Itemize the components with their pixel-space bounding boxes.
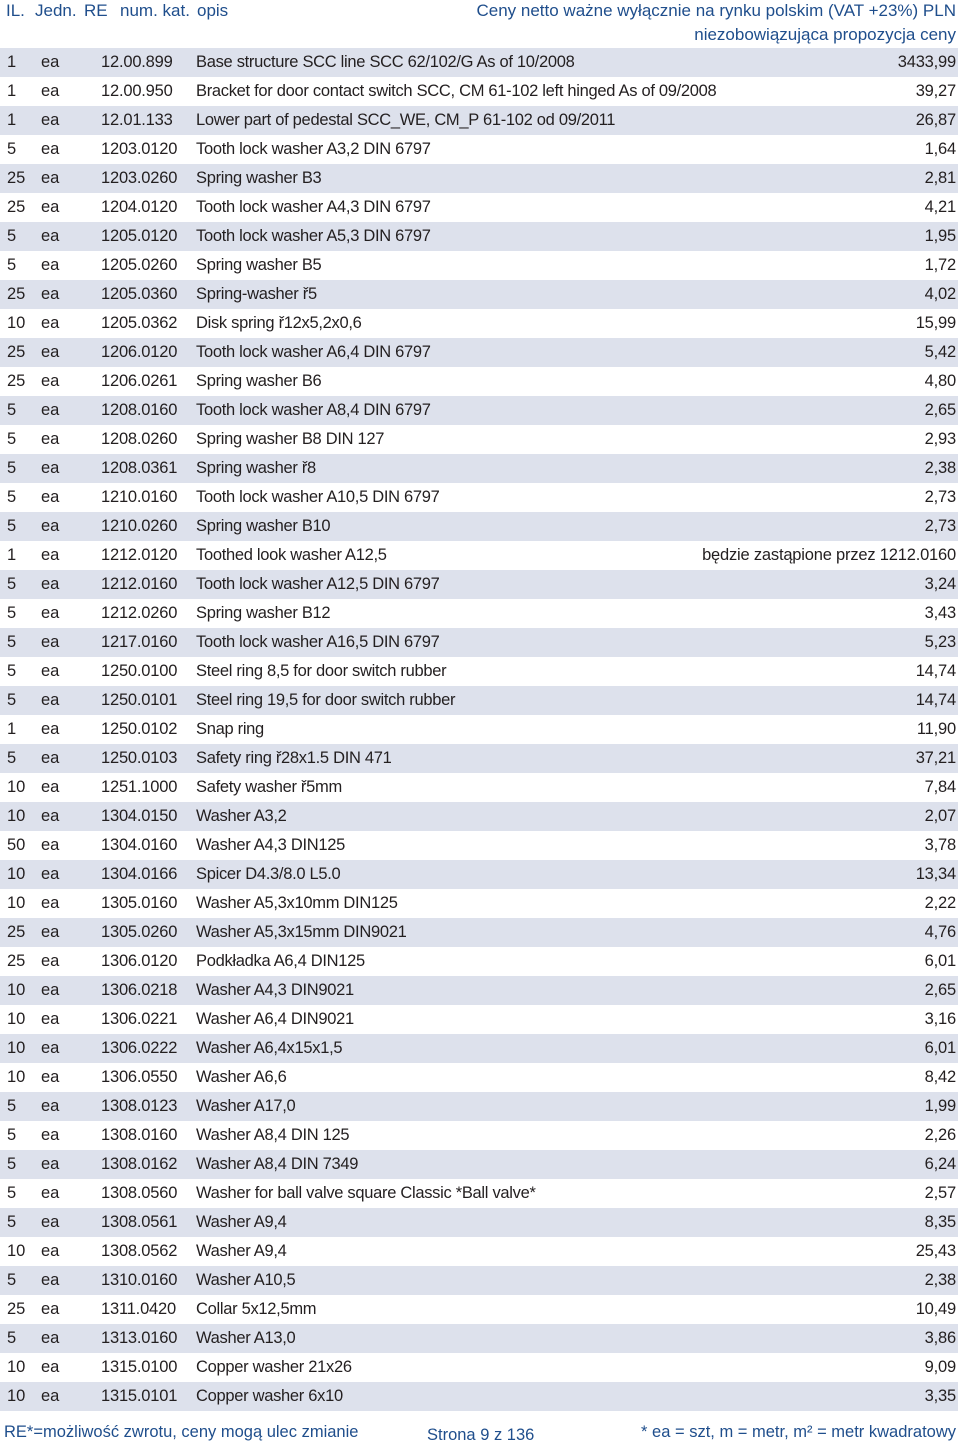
qty-cell: 10: [7, 1387, 26, 1405]
catalog-number-cell: 12.00.950: [101, 82, 173, 100]
description-cell: Washer A6,4x15x1,5: [196, 1039, 343, 1057]
table-row: [0, 947, 958, 976]
price-cell: 3,43: [924, 604, 956, 622]
description-cell: Washer A9,4: [196, 1242, 287, 1260]
footer-note: RE*=możliwość zwrotu, ceny mogą ulec zmianie: [4, 1423, 359, 1441]
catalog-number-cell: 1250.0103: [101, 749, 178, 767]
table-row: [0, 193, 958, 222]
qty-cell: 5: [7, 1155, 17, 1173]
price-cell: 2,81: [924, 169, 956, 187]
table-row: [0, 483, 958, 512]
unit-cell: ea: [41, 401, 60, 419]
col-num-header: num. kat.: [120, 1, 190, 20]
table-row: [0, 860, 958, 889]
description-cell: Steel ring 8,5 for door switch rubber: [196, 662, 447, 680]
price-cell: 2,38: [924, 1271, 956, 1289]
description-cell: Tooth lock washer A8,4 DIN 6797: [196, 401, 431, 419]
unit-cell: ea: [41, 140, 60, 158]
qty-cell: 1: [7, 53, 17, 71]
qty-cell: 1: [7, 111, 17, 129]
col-re-header: RE: [84, 1, 108, 20]
table-row: [0, 686, 958, 715]
description-cell: Washer A5,3x15mm DIN9021: [196, 923, 407, 941]
description-cell: Spring washer B3: [196, 169, 322, 187]
price-note-2: niezobowiązująca propozycja ceny: [694, 25, 956, 44]
qty-cell: 1: [7, 546, 17, 564]
price-cell: 4,02: [924, 285, 956, 303]
catalog-number-cell: 1305.0260: [101, 923, 178, 941]
qty-cell: 10: [7, 314, 26, 332]
description-cell: Spring washer B8 DIN 127: [196, 430, 385, 448]
price-cell: 2,73: [924, 517, 956, 535]
price-cell: 2,65: [924, 401, 956, 419]
unit-cell: ea: [41, 517, 60, 535]
qty-cell: 5: [7, 1126, 17, 1144]
description-cell: Toothed look washer A12,5: [196, 546, 387, 564]
price-cell: 2,57: [924, 1184, 956, 1202]
description-cell: Tooth lock washer A12,5 DIN 6797: [196, 575, 440, 593]
price-cell: 6,24: [924, 1155, 956, 1173]
price-cell: 4,76: [924, 923, 956, 941]
unit-cell: ea: [41, 633, 60, 651]
description-cell: Spring washer B10: [196, 517, 331, 535]
description-cell: Spicer D4.3/8.0 L5.0: [196, 865, 341, 883]
price-cell: 5,42: [924, 343, 956, 361]
catalog-number-cell: 1306.0221: [101, 1010, 178, 1028]
table-row: [0, 454, 958, 483]
catalog-number-cell: 1212.0120: [101, 546, 178, 564]
qty-cell: 10: [7, 865, 26, 883]
unit-cell: ea: [41, 807, 60, 825]
table-row: [0, 77, 958, 106]
catalog-number-cell: 1205.0362: [101, 314, 178, 332]
qty-cell: 25: [7, 285, 26, 303]
price-cell: 3,35: [924, 1387, 956, 1405]
unit-cell: ea: [41, 459, 60, 477]
catalog-number-cell: 12.00.899: [101, 53, 173, 71]
unit-cell: ea: [41, 285, 60, 303]
qty-cell: 5: [7, 662, 17, 680]
qty-cell: 5: [7, 1329, 17, 1347]
description-cell: Washer A3,2: [196, 807, 287, 825]
catalog-number-cell: 1313.0160: [101, 1329, 178, 1347]
price-cell: 8,35: [924, 1213, 956, 1231]
header-columns: [6, 1, 956, 23]
qty-cell: 5: [7, 1271, 17, 1289]
table-row: [0, 1150, 958, 1179]
price-cell: 3433,99: [897, 53, 956, 71]
table-row: [0, 744, 958, 773]
description-cell: Spring washer ř8: [196, 459, 316, 477]
unit-cell: ea: [41, 923, 60, 941]
unit-cell: ea: [41, 981, 60, 999]
catalog-number-cell: 1250.0100: [101, 662, 178, 680]
table-row: [0, 1353, 958, 1382]
unit-cell: ea: [41, 1329, 60, 1347]
catalog-number-cell: 1308.0561: [101, 1213, 178, 1231]
description-cell: Tooth lock washer A3,2 DIN 6797: [196, 140, 431, 158]
catalog-number-cell: 1306.0120: [101, 952, 178, 970]
unit-legend: * ea = szt, m = metr, m² = metr kwadratowy: [641, 1423, 956, 1441]
unit-cell: ea: [41, 1039, 60, 1057]
unit-cell: ea: [41, 865, 60, 883]
table-row: [0, 541, 958, 570]
price-cell: 15,99: [915, 314, 956, 332]
description-cell: Copper washer 6x10: [196, 1387, 343, 1405]
catalog-number-cell: 1203.0120: [101, 140, 178, 158]
price-cell: 2,93: [924, 430, 956, 448]
price-cell: 1,64: [924, 140, 956, 158]
unit-cell: ea: [41, 227, 60, 245]
unit-cell: ea: [41, 1242, 60, 1260]
price-cell: 2,22: [924, 894, 956, 912]
catalog-number-cell: 1306.0218: [101, 981, 178, 999]
catalog-number-cell: 1210.0160: [101, 488, 178, 506]
qty-cell: 5: [7, 488, 17, 506]
catalog-number-cell: 1306.0222: [101, 1039, 178, 1057]
qty-cell: 10: [7, 1358, 26, 1376]
unit-cell: ea: [41, 1097, 60, 1115]
price-cell: 6,01: [924, 952, 956, 970]
price-cell: 2,07: [924, 807, 956, 825]
catalog-number-cell: 1315.0101: [101, 1387, 178, 1405]
qty-cell: 5: [7, 633, 17, 651]
description-cell: Base structure SCC line SCC 62/102/G As of 10/2008: [196, 53, 575, 71]
unit-cell: ea: [41, 488, 60, 506]
catalog-number-cell: 12.01.133: [101, 111, 173, 129]
unit-cell: ea: [41, 343, 60, 361]
unit-cell: ea: [41, 256, 60, 274]
qty-cell: 10: [7, 981, 26, 999]
catalog-number-cell: 1205.0360: [101, 285, 178, 303]
description-cell: Tooth lock washer A4,3 DIN 6797: [196, 198, 431, 216]
qty-cell: 5: [7, 459, 17, 477]
table-row: [0, 1324, 958, 1353]
description-cell: Washer A5,3x10mm DIN125: [196, 894, 398, 912]
qty-cell: 25: [7, 343, 26, 361]
unit-cell: ea: [41, 1126, 60, 1144]
description-cell: Washer A6,6: [196, 1068, 287, 1086]
price-cell: 2,26: [924, 1126, 956, 1144]
unit-cell: ea: [41, 53, 60, 71]
description-cell: Snap ring: [196, 720, 264, 738]
table-row: [0, 715, 958, 744]
table-row: [0, 512, 958, 541]
table-row: [0, 1034, 958, 1063]
catalog-number-cell: 1205.0260: [101, 256, 178, 274]
qty-cell: 5: [7, 227, 17, 245]
price-cell: 7,84: [924, 778, 956, 796]
table-row: [0, 1295, 958, 1324]
table-row: [0, 425, 958, 454]
page-footer: [0, 1420, 960, 1447]
price-cell: 1,99: [924, 1097, 956, 1115]
catalog-number-cell: 1305.0160: [101, 894, 178, 912]
price-cell: 3,78: [924, 836, 956, 854]
qty-cell: 5: [7, 401, 17, 419]
qty-cell: 25: [7, 198, 26, 216]
table-row: [0, 570, 958, 599]
description-cell: Washer A4,3 DIN9021: [196, 981, 354, 999]
price-table: [0, 48, 960, 1411]
qty-cell: 25: [7, 923, 26, 941]
unit-cell: ea: [41, 1387, 60, 1405]
catalog-number-cell: 1315.0100: [101, 1358, 178, 1376]
table-row: [0, 889, 958, 918]
description-cell: Washer A9,4: [196, 1213, 287, 1231]
qty-cell: 1: [7, 720, 17, 738]
unit-cell: ea: [41, 662, 60, 680]
col-qty-header: IL.: [6, 1, 25, 20]
qty-cell: 5: [7, 575, 17, 593]
table-row: [0, 976, 958, 1005]
price-cell: 5,23: [924, 633, 956, 651]
table-row: [0, 309, 958, 338]
table-row: [0, 1005, 958, 1034]
price-cell: 2,38: [924, 459, 956, 477]
catalog-number-cell: 1304.0166: [101, 865, 178, 883]
description-cell: Tooth lock washer A5,3 DIN 6797: [196, 227, 431, 245]
qty-cell: 10: [7, 807, 26, 825]
description-cell: Podkładka A6,4 DIN125: [196, 952, 365, 970]
price-cell: 14,74: [915, 691, 956, 709]
catalog-number-cell: 1204.0120: [101, 198, 178, 216]
price-cell: będzie zastąpione przez 1212.0160: [702, 546, 956, 564]
unit-cell: ea: [41, 1010, 60, 1028]
table-row: [0, 1063, 958, 1092]
catalog-number-cell: 1308.0562: [101, 1242, 178, 1260]
unit-cell: ea: [41, 430, 60, 448]
price-cell: 37,21: [915, 749, 956, 767]
qty-cell: 5: [7, 430, 17, 448]
qty-cell: 10: [7, 1010, 26, 1028]
description-cell: Washer A4,3 DIN125: [196, 836, 345, 854]
catalog-number-cell: 1311.0420: [101, 1300, 176, 1318]
price-cell: 4,21: [924, 198, 956, 216]
page-number: Strona 9 z 136: [427, 1426, 535, 1444]
qty-cell: 25: [7, 169, 26, 187]
catalog-number-cell: 1250.0102: [101, 720, 178, 738]
description-cell: Disk spring ř12x5,2x0,6: [196, 314, 362, 332]
unit-cell: ea: [41, 546, 60, 564]
table-row: [0, 1208, 958, 1237]
unit-cell: ea: [41, 1271, 60, 1289]
description-cell: Safety ring ř28x1.5 DIN 471: [196, 749, 392, 767]
price-cell: 2,65: [924, 981, 956, 999]
qty-cell: 5: [7, 1184, 17, 1202]
qty-cell: 25: [7, 372, 26, 390]
description-cell: Spring washer B12: [196, 604, 331, 622]
table-row: [0, 367, 958, 396]
description-cell: Steel ring 19,5 for door switch rubber: [196, 691, 456, 709]
unit-cell: ea: [41, 1300, 60, 1318]
catalog-number-cell: 1212.0260: [101, 604, 178, 622]
price-cell: 4,80: [924, 372, 956, 390]
price-cell: 14,74: [915, 662, 956, 680]
catalog-number-cell: 1206.0120: [101, 343, 178, 361]
qty-cell: 5: [7, 749, 17, 767]
description-cell: Washer A13,0: [196, 1329, 296, 1347]
qty-cell: 10: [7, 894, 26, 912]
table-row: [0, 1092, 958, 1121]
price-cell: 3,86: [924, 1329, 956, 1347]
price-cell: 9,09: [924, 1358, 956, 1376]
price-cell: 11,90: [916, 720, 956, 738]
unit-cell: ea: [41, 1068, 60, 1086]
unit-cell: ea: [41, 82, 60, 100]
catalog-number-cell: 1250.0101: [101, 691, 178, 709]
table-row: [0, 773, 958, 802]
table-row: [0, 657, 958, 686]
price-cell: 10,49: [915, 1300, 956, 1318]
table-row: [0, 280, 958, 309]
description-cell: Washer A10,5: [196, 1271, 296, 1289]
qty-cell: 25: [7, 952, 26, 970]
catalog-number-cell: 1310.0160: [101, 1271, 178, 1289]
unit-cell: ea: [41, 720, 60, 738]
catalog-number-cell: 1251.1000: [101, 778, 178, 796]
unit-cell: ea: [41, 198, 60, 216]
price-cell: 26,87: [915, 111, 956, 129]
unit-cell: ea: [41, 1184, 60, 1202]
price-cell: 6,01: [924, 1039, 956, 1057]
unit-cell: ea: [41, 1155, 60, 1173]
price-cell: 3,16: [924, 1010, 956, 1028]
description-cell: Copper washer 21x26: [196, 1358, 352, 1376]
qty-cell: 5: [7, 256, 17, 274]
unit-cell: ea: [41, 604, 60, 622]
table-row: [0, 628, 958, 657]
qty-cell: 10: [7, 1242, 26, 1260]
description-cell: Spring washer B5: [196, 256, 322, 274]
unit-cell: ea: [41, 1213, 60, 1231]
qty-cell: 50: [7, 836, 26, 854]
unit-cell: ea: [41, 894, 60, 912]
price-cell: 3,24: [924, 575, 956, 593]
price-cell: 13,34: [915, 865, 956, 883]
unit-cell: ea: [41, 575, 60, 593]
table-header: [0, 0, 960, 48]
table-row: [0, 106, 958, 135]
qty-cell: 5: [7, 140, 17, 158]
unit-cell: ea: [41, 952, 60, 970]
table-row: [0, 164, 958, 193]
unit-cell: ea: [41, 111, 60, 129]
description-cell: Washer for ball valve square Classic *Ball valve*: [196, 1184, 536, 1202]
catalog-number-cell: 1203.0260: [101, 169, 178, 187]
description-cell: Spring washer B6: [196, 372, 322, 390]
catalog-number-cell: 1206.0261: [101, 372, 178, 390]
catalog-number-cell: 1208.0361: [101, 459, 178, 477]
catalog-number-cell: 1205.0120: [101, 227, 178, 245]
description-cell: Washer A8,4 DIN 7349: [196, 1155, 359, 1173]
qty-cell: 5: [7, 1097, 17, 1115]
catalog-number-cell: 1212.0160: [101, 575, 178, 593]
table-row: [0, 1237, 958, 1266]
unit-cell: ea: [41, 169, 60, 187]
table-row: [0, 222, 958, 251]
description-cell: Tooth lock washer A10,5 DIN 6797: [196, 488, 440, 506]
unit-cell: ea: [41, 778, 60, 796]
col-desc-header: opis: [197, 1, 229, 20]
qty-cell: 25: [7, 1300, 26, 1318]
catalog-number-cell: 1308.0123: [101, 1097, 178, 1115]
table-row: [0, 251, 958, 280]
qty-cell: 10: [7, 1068, 26, 1086]
qty-cell: 10: [7, 778, 26, 796]
qty-cell: 5: [7, 604, 17, 622]
table-row: [0, 1266, 958, 1295]
qty-cell: 1: [7, 82, 17, 100]
price-cell: 8,42: [924, 1068, 956, 1086]
table-row: [0, 831, 958, 860]
catalog-number-cell: 1208.0260: [101, 430, 178, 448]
price-cell: 2,73: [924, 488, 956, 506]
table-row: [0, 599, 958, 628]
qty-cell: 5: [7, 517, 17, 535]
description-cell: Washer A8,4 DIN 125: [196, 1126, 350, 1144]
catalog-number-cell: 1210.0260: [101, 517, 178, 535]
description-cell: Washer A6,4 DIN9021: [196, 1010, 354, 1028]
description-cell: Bracket for door contact switch SCC, CM 61-102 left hinged As of 09/2008: [196, 82, 717, 100]
qty-cell: 5: [7, 1213, 17, 1231]
table-row: [0, 48, 958, 77]
catalog-number-cell: 1308.0160: [101, 1126, 178, 1144]
qty-cell: 10: [7, 1039, 26, 1057]
col-unit-header: Jedn.: [35, 1, 77, 20]
table-row: [0, 338, 958, 367]
price-cell: 1,95: [924, 227, 956, 245]
unit-cell: ea: [41, 691, 60, 709]
description-cell: Safety washer ř5mm: [196, 778, 342, 796]
catalog-number-cell: 1304.0160: [101, 836, 178, 854]
qty-cell: 5: [7, 691, 17, 709]
table-row: [0, 918, 958, 947]
price-note: Ceny netto ważne wyłącznie na rynku polskim (VAT +23%) PLN: [476, 1, 956, 20]
table-row: [0, 802, 958, 831]
catalog-number-cell: 1217.0160: [101, 633, 178, 651]
unit-cell: ea: [41, 836, 60, 854]
price-cell: 1,72: [924, 256, 956, 274]
price-cell: 39,27: [915, 82, 956, 100]
table-row: [0, 396, 958, 425]
description-cell: Tooth lock washer A16,5 DIN 6797: [196, 633, 440, 651]
catalog-number-cell: 1304.0150: [101, 807, 178, 825]
table-row: [0, 135, 958, 164]
catalog-number-cell: 1308.0560: [101, 1184, 178, 1202]
unit-cell: ea: [41, 1358, 60, 1376]
unit-cell: ea: [41, 749, 60, 767]
unit-cell: ea: [41, 372, 60, 390]
catalog-number-cell: 1208.0160: [101, 401, 178, 419]
catalog-number-cell: 1306.0550: [101, 1068, 178, 1086]
table-row: [0, 1382, 958, 1411]
price-cell: 25,43: [915, 1242, 956, 1260]
catalog-number-cell: 1308.0162: [101, 1155, 178, 1173]
table-row: [0, 1121, 958, 1150]
description-cell: Lower part of pedestal SCC_WE, CM_P 61-102 od 09/2011: [196, 111, 616, 129]
description-cell: Washer A17,0: [196, 1097, 296, 1115]
description-cell: Spring-washer ř5: [196, 285, 317, 303]
table-row: [0, 1179, 958, 1208]
description-cell: Collar 5x12,5mm: [196, 1300, 317, 1318]
unit-cell: ea: [41, 314, 60, 332]
description-cell: Tooth lock washer A6,4 DIN 6797: [196, 343, 431, 361]
